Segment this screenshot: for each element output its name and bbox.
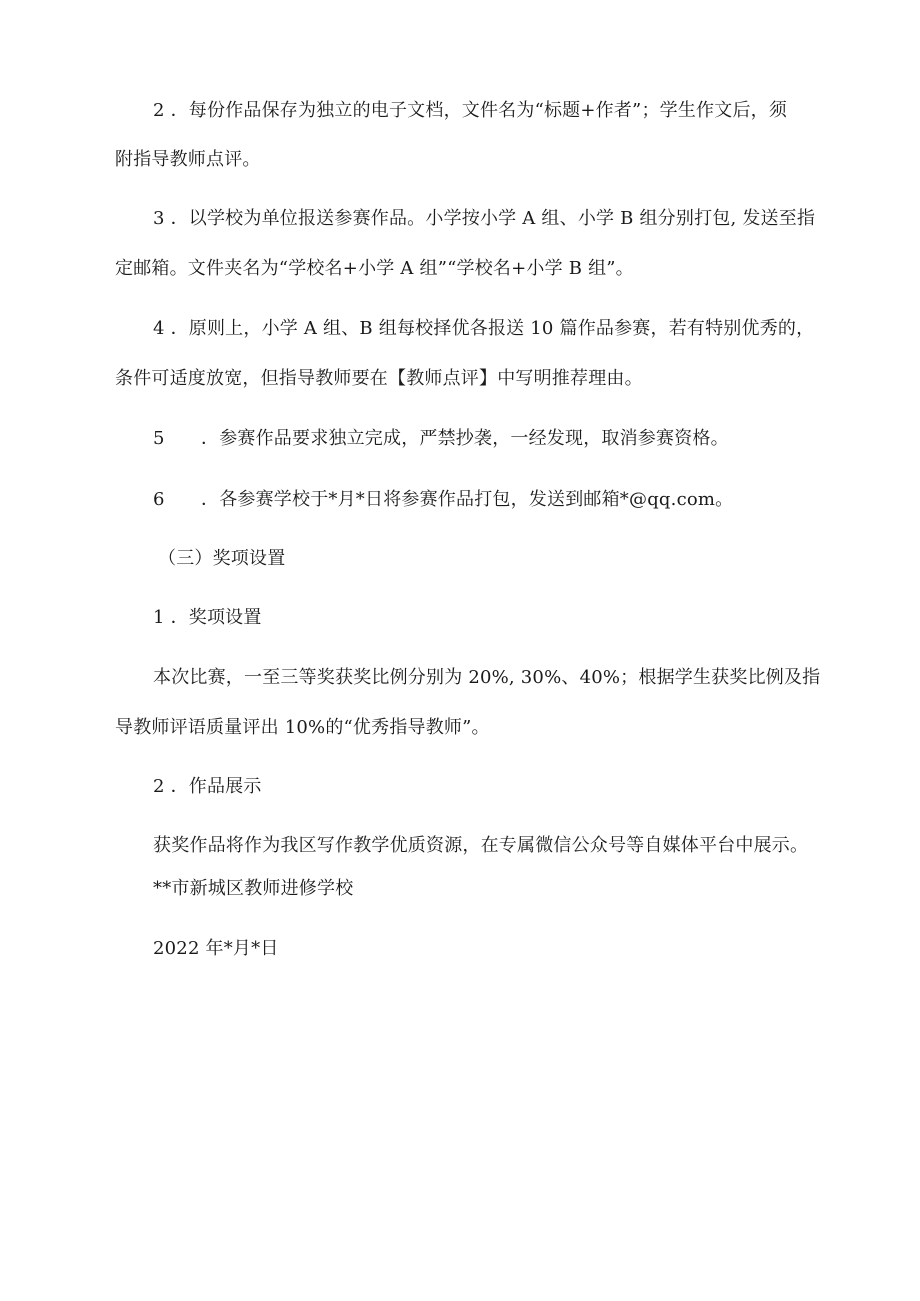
date: 2022 年*月*日: [153, 938, 279, 959]
signature: **市新城区教师进修学校: [153, 878, 354, 899]
item2-line2: 附指导教师点评。: [115, 149, 261, 170]
item2-line1: 2 ．每份作品保存为独立的电子文档，文件名为“标题+作者”；学生作文后，须: [153, 100, 788, 121]
sub1-title: 1 ．奖项设置: [153, 607, 262, 628]
section3-title: （三）奖项设置: [158, 548, 286, 569]
sub1-body-line1: 本次比赛，一至三等奖获奖比例分别为 20%, 30%、40%；根据学生获奖比例及指: [153, 667, 821, 688]
item5-number: 5: [153, 428, 165, 449]
item5-text: ．参赛作品要求独立完成，严禁抄袭，一经发现，取消参赛资格。: [201, 428, 729, 449]
item6: [153, 488, 733, 512]
sub2-body: 获奖作品将作为我区写作教学优质资源，在专属微信公众号等自媒体平台中展示。: [153, 835, 809, 856]
sub2-title: 2 ．作品展示: [153, 776, 262, 797]
item6-number: 6: [153, 489, 165, 510]
item4-line1: 4 ．原则上，小学 A 组、B 组每校择优各报送 10 篇作品参赛，若有特别优秀的，: [153, 318, 815, 339]
item5: [153, 427, 729, 451]
item4-line2: 条件可适度放宽，但指导教师要在【教师点评】中写明推荐理由。: [115, 368, 643, 389]
sub1-body-line2: 导教师评语质量评出 10%的“优秀指导教师”。: [115, 717, 490, 738]
item6-text: ．各参赛学校于*月*日将参赛作品打包，发送到邮箱*@qq.com。: [201, 489, 734, 510]
item3-line2: 定邮箱。文件夹名为“学校名+小学 A 组”“学校名+小学 B 组”。: [115, 258, 634, 279]
item3-line1: 3 ．以学校为单位报送参赛作品。小学按小学 A 组、小学 B 组分别打包, 发送至指: [153, 208, 816, 229]
